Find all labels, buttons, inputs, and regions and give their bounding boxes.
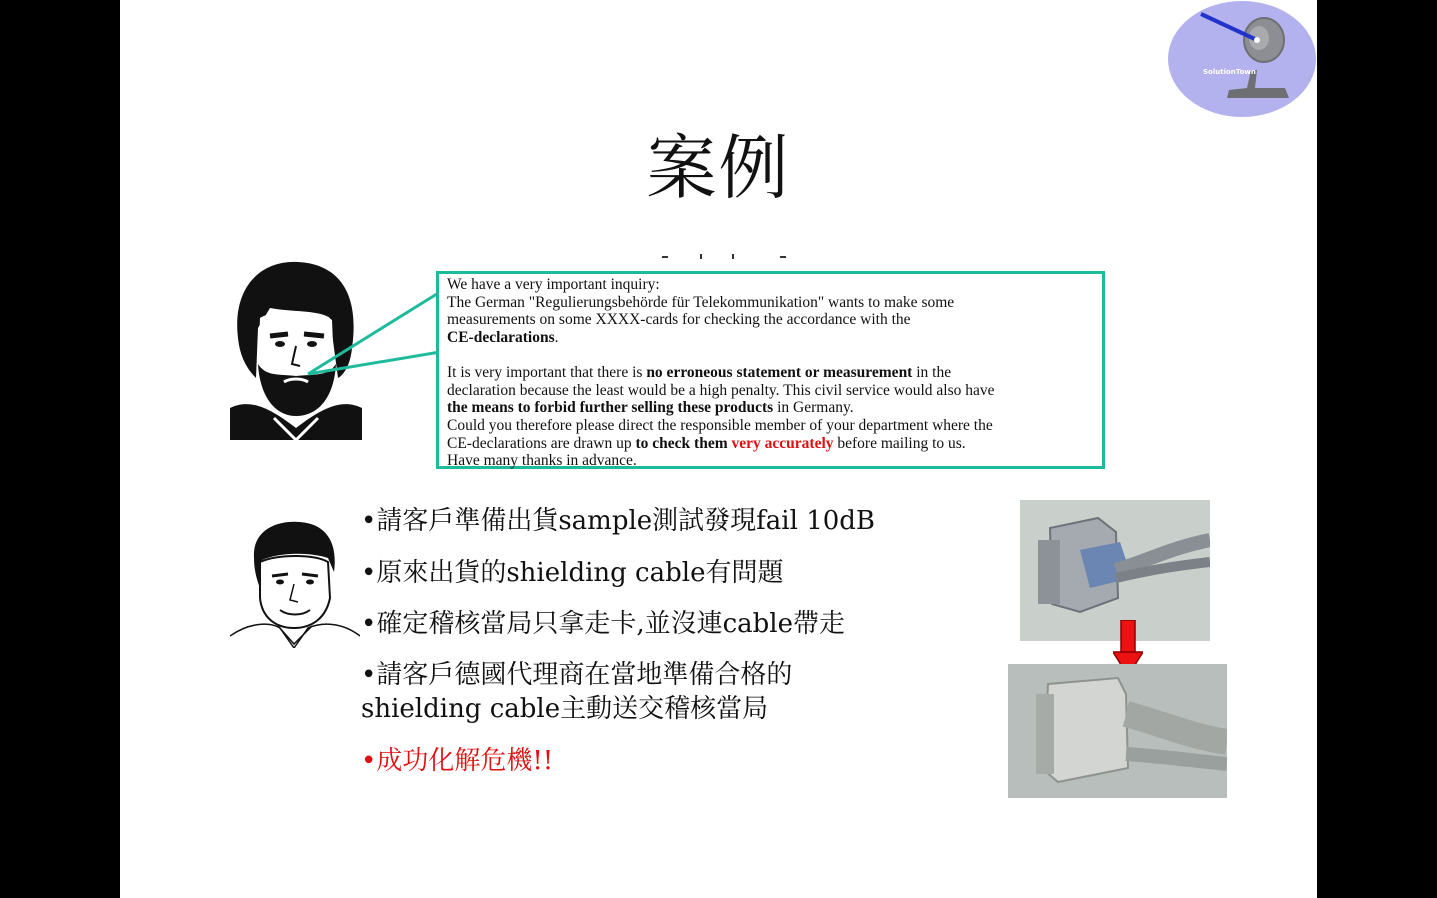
inquiry-line: CE-declarations. (447, 329, 559, 347)
bullet-item: •原來出貨的shielding cable有問題 (361, 558, 784, 588)
bullet-item: •請客戶準備出貨sample測試發現fail 10dB (361, 506, 876, 536)
inquiry-line: The German "Regulierungsbehörde für Telekommunikation" wants to make some (447, 293, 955, 311)
inquiry-line: Could you therefore please direct the responsible member of your department where the (447, 416, 993, 434)
inquiry-line: the means to forbid further selling these products in Germany. (447, 399, 854, 417)
inquiry-line: We have a very important inquiry: (447, 276, 660, 293)
inquiry-line: It is very important that there is no erroneous statement or measurement in the (447, 363, 952, 381)
solutiontown-logo (1167, 0, 1317, 118)
smiling-man-illustration (230, 518, 360, 648)
inquiry-line: measurements on some XXXX-cards for checking the accordance with the (447, 311, 911, 329)
slide (120, 0, 1317, 898)
bullet-item: •請客戶德國代理商在當地準備合格的 (361, 660, 793, 690)
inquiry-speech-bubble (436, 271, 1105, 469)
bullet-item: •確定稽核當局只拿走卡,並沒連cable帶走 (361, 609, 846, 639)
shielded-cable-photo (1008, 664, 1227, 798)
inquiry-line: Have many thanks in advance. (447, 452, 637, 470)
speech-pointer (300, 290, 450, 380)
bullet-item-continuation: shielding cable主動送交稽核當局 (361, 694, 769, 724)
decorative-dashes (662, 254, 790, 260)
inquiry-line: CE-declarations are drawn up to check them very accurately before mailing to us. (447, 434, 966, 452)
inquiry-line: declaration because the least would be a high penalty. This civil service would also have (447, 381, 995, 399)
svg-text:SolutionTown: SolutionTown (1203, 68, 1256, 76)
bullet-item-success: •成功化解危機!! (361, 746, 554, 776)
slide-title: 案例 (646, 127, 791, 209)
